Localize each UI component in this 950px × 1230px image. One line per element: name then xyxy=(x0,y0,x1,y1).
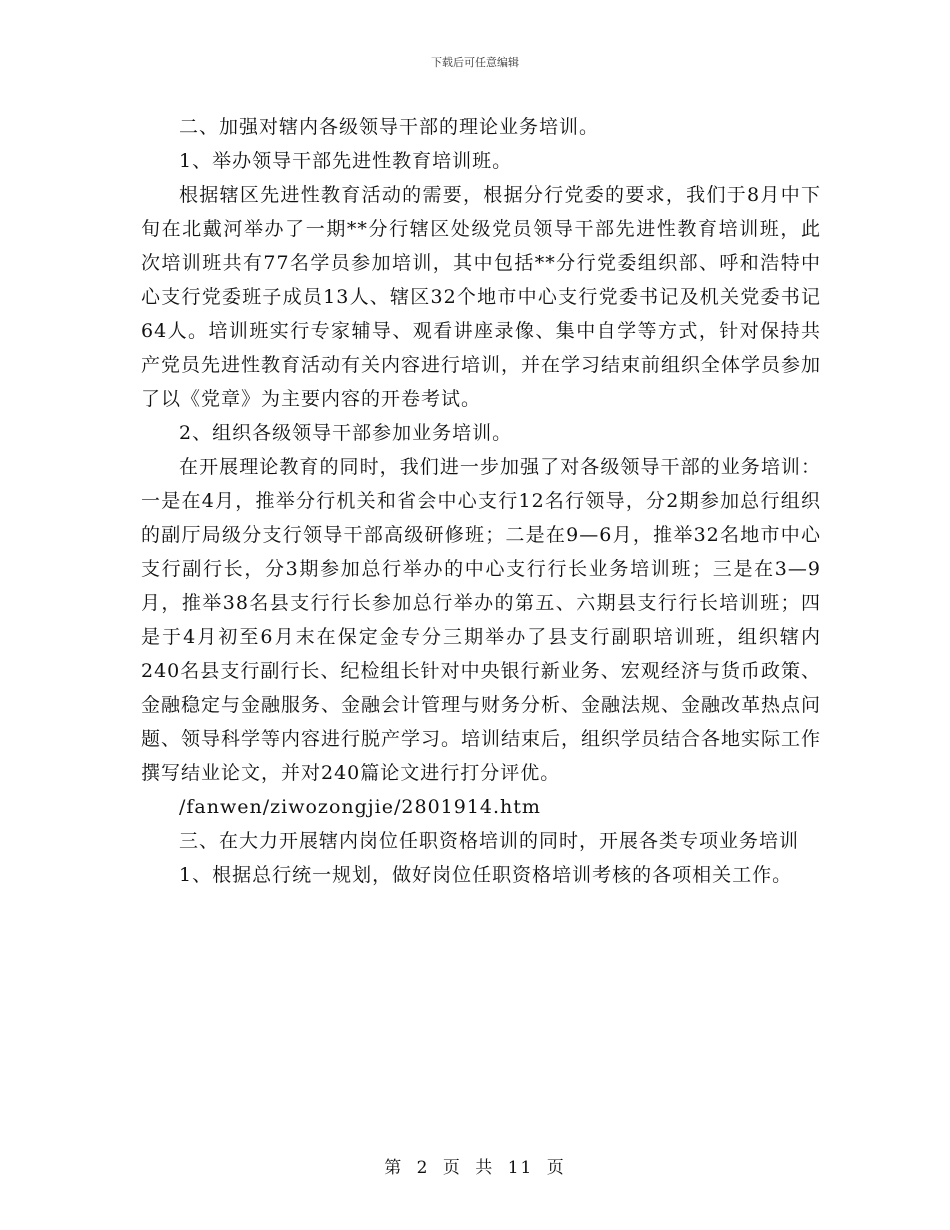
document-body xyxy=(141,110,821,892)
subheading-1: 1、举办领导干部先进性教育培训班。 xyxy=(179,150,513,172)
section-heading-3: 三、在大力开展辖内岗位任职资格培训的同时，开展各类专项业务培训 xyxy=(179,830,800,852)
section-heading-2: 二、加强对辖内各级领导干部的理论业务培训。 xyxy=(179,116,600,138)
page-number-footer: 第 2 页 共 11 页 xyxy=(384,1158,566,1178)
body-paragraph: 在开展理论教育的同时，我们进一步加强了对各级领导干部的业务培训：一是在4月，推举分行机关和省会中心支行12名行领导，分2期参加总行组织的副厅局级分支行领导干部高级研修班；二是在9—6月，推举32名地市中心支行副行长，分3期参加总行举办的中心支行行长业务培训班；三是在3—9月，推举38名县支行行长参加总行举办的第五、六期县支行行长培训班；四是于4月初至6月末在保定金专分三期举办了县支行副职培训班，组织辖内240名县支行副行长、纪检组长针对中央银行新业务、宏观经济与货币政策、金融稳定与金融服务、金融会计管理与财务分析、金融法规、金融改革热点问题、领导科学等内容进行脱产学习。培训结束后，组织学员结合各地实际工作撰写结业论文，并对240篇论文进行打分评优。 xyxy=(141,456,822,784)
subheading-2: 2、组织各级领导干部参加业务培训。 xyxy=(179,422,513,444)
body-paragraph: 根据辖区先进性教育活动的需要，根据分行党委的要求，我们于8月中下旬在北戴河举办了一期**分行辖区处级党员领导干部先进性教育培训班，此次培训班共有77名学员参加培训，其中包括**分行党委组织部、呼和浩特中心支行党委班子成员13人、辖区32个地市中心支行党委书记及机关党委书记64人。培训班实行专家辅导、观看讲座录像、集中自学等方式，针对保持共产党员先进性教育活动有关内容进行培训，并在学习结束前组织全体学员参加了以《党章》为主要内容的开卷考试。 xyxy=(141,184,822,410)
page-header: 下载后可任意编辑 xyxy=(431,56,519,69)
subheading-1: 1、根据总行统一规划，做好岗位任职资格培训考核的各项相关工作。 xyxy=(179,864,793,886)
url-line: /fanwen/ziwozongjie/2801914.htm xyxy=(179,796,541,818)
